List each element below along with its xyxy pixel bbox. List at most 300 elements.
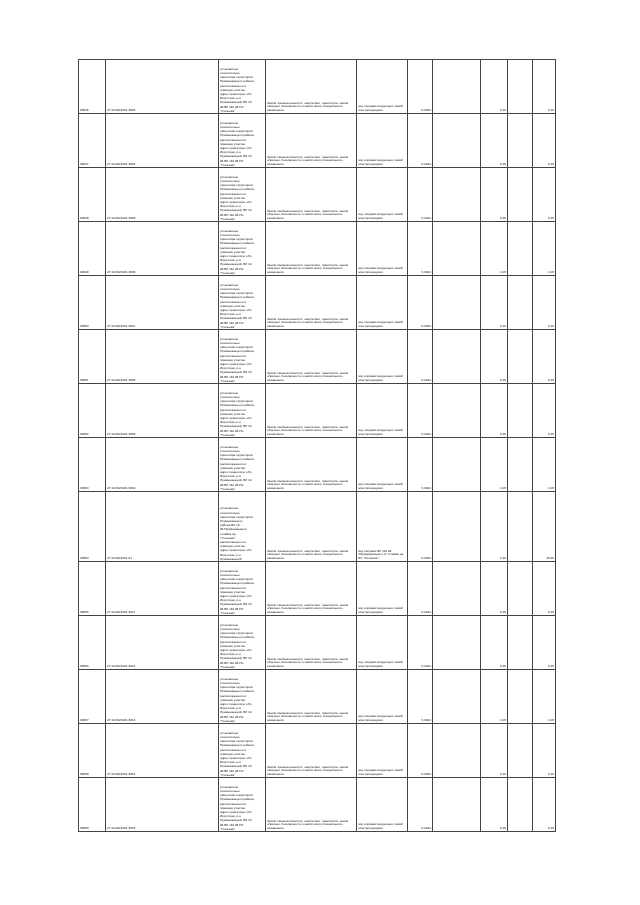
permitted-use-cell: под опорами воздушных линий электропередачи <box>357 670 408 724</box>
location-line: "Угольная" <box>220 324 236 329</box>
value-cell: 0,15 <box>481 616 508 670</box>
location-line: адрес ориентира: обл. <box>220 199 253 204</box>
cadastral-number-cell: 27:10:0021901:3812 <box>106 616 219 670</box>
value-cell: 2,15 <box>481 492 508 562</box>
location-line: относительно <box>220 448 240 453</box>
land-category-cell: Земли промышленности, энергетики, транспорта, земли обороны, безопасности и земли иного специального назначения <box>266 222 357 276</box>
area-cell: 0,0024 <box>408 60 433 114</box>
empty-cell <box>433 276 481 330</box>
location-line: "Угольная" <box>220 162 236 167</box>
empty-cell <box>433 384 481 438</box>
location-line: кВ ВЛ 110 кВ ПС <box>220 212 244 217</box>
location-line: адрес ориентира: обл. <box>220 145 253 150</box>
location-line: кВ ВЛ 110 кВ ПС <box>220 158 244 163</box>
location-line: Иркутская, р-н <box>220 312 241 317</box>
location-cell <box>219 670 266 724</box>
location-line: относительно <box>220 340 240 345</box>
permitted-use-cell: под опорами воздушных линий электропередачи <box>357 438 408 492</box>
location-line: Примыкающий, ВЛ 10 <box>220 424 252 429</box>
location-line: расположенного в <box>220 407 247 412</box>
cadastral-number-cell: 27:10:0021901:3804 <box>106 114 219 168</box>
location-line: Примыкающий, ВЛ 10 <box>220 154 252 159</box>
empty-cell <box>508 616 533 670</box>
total-value-cell: 46,05 <box>533 492 556 562</box>
location-line: "Угольная" <box>220 664 236 669</box>
plot-number-cell: 09658 <box>79 724 106 778</box>
cadastral-number-cell: 27:10:0021901:3806 <box>106 222 219 276</box>
empty-cell <box>508 562 533 616</box>
plot-number-cell: 09651 <box>79 330 106 384</box>
total-value-cell: 0,15 <box>533 60 556 114</box>
location-line: установлено <box>220 568 239 573</box>
location-line: Примыкающего района, <box>220 635 255 640</box>
land-category-cell: Земли промышленности, энергетики, транспорта, земли обороны, безопасности и земли иного специального назначения <box>266 114 357 168</box>
cadastral-number-cell: 27:10:0021901:3814 <box>106 724 219 778</box>
location-line: относительно <box>220 232 240 237</box>
permitted-use-cell: под опорами воздушных линий электропередачи <box>357 778 408 832</box>
permitted-use-cell: под опорами воздушных линий электропередачи <box>357 60 408 114</box>
total-value-cell: 0,15 <box>533 222 556 276</box>
location-cell <box>219 276 266 330</box>
location-line: "Угольная" <box>220 486 236 491</box>
location-line: установлено <box>220 784 239 789</box>
land-category-cell: Земли промышленности, энергетики, транспорта, земли обороны, безопасности и земли иного специального назначения <box>266 562 357 616</box>
land-category-cell: Земли промышленности, энергетики, транспорта, земли обороны, безопасности и земли иного специального назначения <box>266 616 357 670</box>
location-line: ориентира территория <box>220 514 253 519</box>
location-line: установлено <box>220 66 239 71</box>
location-line: адрес ориентира: обл. <box>220 809 253 814</box>
table-row <box>79 724 556 778</box>
location-line: границах участка <box>220 544 245 549</box>
location-line: относительно <box>220 572 240 577</box>
location-cell <box>219 616 266 670</box>
location-line: расположенного в <box>220 137 247 142</box>
table-row <box>79 222 556 276</box>
location-cell <box>219 384 266 438</box>
empty-cell <box>508 60 533 114</box>
empty-cell <box>508 276 533 330</box>
location-line: Иркутская, р-н <box>220 760 241 765</box>
cadastral-number-cell: 27:10:0021901:3805 <box>106 168 219 222</box>
land-category-cell: Земли промышленности, энергетики, транспорта, земли обороны, безопасности и земли иного специального назначения <box>266 778 357 832</box>
location-line: относительно <box>220 70 240 75</box>
location-line: адрес ориентира: обл. <box>220 647 253 652</box>
land-category-cell: Земли промышленности, энергетики, транспорта, земли обороны, безопасности и земли иного специального назначения <box>266 492 357 562</box>
empty-cell <box>433 616 481 670</box>
value-cell: 0,15 <box>481 276 508 330</box>
cadastral-number-cell: 27:10:0021901:3815 <box>106 778 219 832</box>
location-line: Примыкающий, ВЛ 10 <box>220 818 252 823</box>
location-cell <box>219 778 266 832</box>
location-line: относительно <box>220 286 240 291</box>
location-line: Примыкающий, ВЛ 10 <box>220 710 252 715</box>
location-line: расположенного в <box>220 353 247 358</box>
total-value-cell: 0,15 <box>533 724 556 778</box>
location-line: установлено <box>220 506 239 511</box>
table-row <box>79 168 556 222</box>
plot-number-cell: 09656 <box>79 616 106 670</box>
location-line: расположенного в <box>220 639 247 644</box>
cadastral-number-cell: 27:10:0021901:3813 <box>106 670 219 724</box>
land-category-cell: Земли промышленности, энергетики, транспорта, земли обороны, безопасности и земли иного специального назначения <box>266 168 357 222</box>
location-line: Примыкающего района, <box>220 689 255 694</box>
location-line: установлено <box>220 336 239 341</box>
location-cell <box>219 168 266 222</box>
location-line: расположенного в <box>220 299 247 304</box>
location-line: ориентира территория <box>220 739 253 744</box>
area-cell: 0,0024 <box>408 330 433 384</box>
location-line: границах участка <box>220 697 245 702</box>
value-cell: 0,15 <box>481 724 508 778</box>
land-category-cell: Земли промышленности, энергетики, транспорта, земли обороны, безопасности и земли иного специального назначения <box>266 438 357 492</box>
location-line: Примыкающего района, <box>220 743 255 748</box>
location-line: "Угольная" <box>220 718 236 723</box>
location-line: ориентира территория <box>220 453 253 458</box>
location-line: кВ ВЛ 110 кВ ПС <box>220 374 244 379</box>
location-line: Примыкающего района, <box>220 295 255 300</box>
location-line: расположенного в <box>220 461 247 466</box>
permitted-use-cell: под опорами воздушных линий электропередачи <box>357 276 408 330</box>
value-cell: 0,15 <box>481 330 508 384</box>
location-line: Иркутская, р-н <box>220 552 241 557</box>
location-line: относительно <box>220 680 240 685</box>
empty-cell <box>508 778 533 832</box>
total-value-cell: 0,15 <box>533 330 556 384</box>
location-line: границах участка <box>220 195 245 200</box>
location-line: ориентира территория <box>220 75 253 80</box>
value-cell: 0,15 <box>481 778 508 832</box>
location-line: границах участка <box>220 249 245 254</box>
location-line: Иркутская, р-н <box>220 814 241 819</box>
location-line: "Угольная" <box>220 270 236 275</box>
table-row <box>79 670 556 724</box>
empty-cell <box>433 724 481 778</box>
permitted-use-cell: под опорами воздушных линий электропередачи <box>357 562 408 616</box>
location-line: адрес ориентира: обл. <box>220 548 253 553</box>
total-value-cell: 0,15 <box>533 616 556 670</box>
location-line: расположенного в <box>220 83 247 88</box>
land-category-cell: Земли промышленности, энергетики, транспорта, земли обороны, безопасности и земли иного специального назначения <box>266 670 357 724</box>
location-line: установлено <box>220 228 239 233</box>
location-line: относительно <box>220 734 240 739</box>
location-line: Примыкающего района, <box>220 403 255 408</box>
location-line: Иркутская, р-н <box>220 258 241 263</box>
location-line: установлено <box>220 444 239 449</box>
location-line: расположенного в <box>220 747 247 752</box>
location-line: ориентира территория <box>220 793 253 798</box>
location-line: границах участка <box>220 805 245 810</box>
location-line: адрес ориентира: обл. <box>220 307 253 312</box>
location-line: относительно <box>220 626 240 631</box>
location-line: расположенного в <box>220 245 247 250</box>
total-value-cell: 0,15 <box>533 562 556 616</box>
location-line: Примыкающего района, <box>220 241 255 246</box>
location-line: "Угольная" <box>220 535 236 540</box>
plot-number-cell: 09648 <box>79 168 106 222</box>
location-line: границах участка <box>220 589 245 594</box>
location-cell <box>219 60 266 114</box>
location-line: расположенного в <box>220 585 247 590</box>
total-value-cell: 0,15 <box>533 384 556 438</box>
total-value-cell: 0,15 <box>533 114 556 168</box>
empty-cell <box>508 492 533 562</box>
location-line: Примыкающий, ВЛ 10 <box>220 316 252 321</box>
location-line: границах участка <box>220 141 245 146</box>
cadastral-number-cell: 27:10:0021901:3809 <box>106 384 219 438</box>
location-line: расположенного в <box>220 539 247 544</box>
land-category-cell: Земли промышленности, энергетики, транспорта, земли обороны, безопасности и земли иного специального назначения <box>266 276 357 330</box>
location-line: ориентира территория <box>220 237 253 242</box>
location-cell <box>219 114 266 168</box>
value-cell: 0,15 <box>481 562 508 616</box>
location-line: Примыкающего района, <box>220 187 255 192</box>
location-line: Примыкающего района, <box>220 581 255 586</box>
location-line: установлено <box>220 676 239 681</box>
location-line: границах участка <box>220 87 245 92</box>
location-line: установлено <box>220 120 239 125</box>
location-line: относительно <box>220 124 240 129</box>
area-cell: 0,0024 <box>408 168 433 222</box>
total-value-cell: 0,15 <box>533 670 556 724</box>
location-line: адрес ориентира: обл. <box>220 593 253 598</box>
location-line: границах участка <box>220 643 245 648</box>
location-line: кВ ВЛ 110 кВ ПС <box>220 482 244 487</box>
table-row <box>79 276 556 330</box>
location-line: Иркутская, р-н <box>220 150 241 155</box>
area-cell: 0,0024 <box>408 616 433 670</box>
location-line: относительно <box>220 788 240 793</box>
location-line: Примыкающий, ВЛ 10 <box>220 262 252 267</box>
location-line: ориентира территория <box>220 129 253 134</box>
value-cell: 0,15 <box>481 222 508 276</box>
plot-number-cell: 09649 <box>79 222 106 276</box>
table-row <box>79 384 556 438</box>
location-line: адрес ориентира: обл. <box>220 253 253 258</box>
location-line: кВ ВЛ 110 кВ ПС <box>220 320 244 325</box>
location-line: установлено <box>220 622 239 627</box>
location-cell <box>219 562 266 616</box>
location-line: адрес ориентира: обл. <box>220 361 253 366</box>
location-line: Иркутская, р-н <box>220 204 241 209</box>
permitted-use-cell: под опорами воздушных линий электропередачи <box>357 724 408 778</box>
location-line: относительно <box>220 394 240 399</box>
empty-cell <box>508 114 533 168</box>
permitted-use-cell: под опорами воздушных линий электропередачи <box>357 114 408 168</box>
empty-cell <box>433 670 481 724</box>
cadastral-number-cell: 27:10:0021901:91 <box>106 492 219 562</box>
location-line: "Угольная" <box>220 772 236 777</box>
location-line: кВ ВЛ 110 кВ ПС <box>220 822 244 827</box>
table-row <box>79 114 556 168</box>
total-value-cell: 0,15 <box>533 168 556 222</box>
area-cell: 0,0024 <box>408 222 433 276</box>
location-line: установлено <box>220 282 239 287</box>
location-line: границах участка <box>220 411 245 416</box>
value-cell: 0,15 <box>481 114 508 168</box>
location-cell <box>219 222 266 276</box>
land-category-cell: Земли промышленности, энергетики, транспорта, земли обороны, безопасности и земли иного специального назначения <box>266 60 357 114</box>
cadastral-number-cell: 27:10:0021901:3807 <box>106 276 219 330</box>
location-line: расположенного в <box>220 191 247 196</box>
location-line: Примыкающий, ВЛ 10 <box>220 478 252 483</box>
location-line: относительно <box>220 178 240 183</box>
area-cell: 0,0024 <box>408 562 433 616</box>
empty-cell <box>433 168 481 222</box>
empty-cell <box>433 438 481 492</box>
location-line: кВ ВЛ 110 кВ ПС <box>220 428 244 433</box>
location-line: Примыкающий, ВЛ 10 <box>220 100 252 105</box>
empty-cell <box>508 670 533 724</box>
value-cell: 0,15 <box>481 670 508 724</box>
location-line: кВ ВЛ 110 кВ ПС <box>220 768 244 773</box>
value-cell: 0,15 <box>481 438 508 492</box>
location-line: района ВЛ 10 <box>220 523 240 528</box>
total-value-cell: 0,15 <box>533 778 556 832</box>
location-line: Примыкающий, ВЛ 10 <box>220 764 252 769</box>
location-line: кВ ВЛ 110 кВ ПС <box>220 660 244 665</box>
location-line: границах участка <box>220 751 245 756</box>
location-cell <box>219 492 266 562</box>
location-line: Иркутская, р-н <box>220 420 241 425</box>
location-line: адрес ориентира: обл. <box>220 415 253 420</box>
area-cell: 0,0024 <box>408 724 433 778</box>
table-body <box>79 60 556 832</box>
location-line: Примыкающего <box>220 518 243 523</box>
value-cell: 0,15 <box>481 168 508 222</box>
location-line: Примыкающего района, <box>220 797 255 802</box>
location-line: Примыкающего района, <box>220 133 255 138</box>
table-row <box>79 438 556 492</box>
permitted-use-cell: под опорами воздушных линий электропередачи <box>357 222 408 276</box>
empty-cell <box>433 222 481 276</box>
table-row <box>79 492 556 562</box>
table-row <box>79 778 556 832</box>
location-line: кВ Примыкающего <box>220 527 247 532</box>
location-line: ориентира территория <box>220 685 253 690</box>
plot-number-cell: 09659 <box>79 778 106 832</box>
area-cell: 0,0024 <box>408 114 433 168</box>
location-line: "Угольная" <box>220 216 236 221</box>
location-line: установлено <box>220 390 239 395</box>
empty-cell <box>508 438 533 492</box>
permitted-use-cell: под опорами воздушных линий электропередачи <box>357 168 408 222</box>
location-line: установлено <box>220 730 239 735</box>
value-cell: 0,15 <box>481 60 508 114</box>
location-line: Примыкающий, ВЛ 10 <box>220 656 252 661</box>
location-line: "Угольная" <box>220 378 236 383</box>
location-line: "Угольная" <box>220 108 236 113</box>
location-line: установлено <box>220 174 239 179</box>
location-line: Иркутская, р-н <box>220 598 241 603</box>
location-line: "Угольная" <box>220 826 236 831</box>
area-cell: 0,0024 <box>408 778 433 832</box>
table-row <box>79 330 556 384</box>
location-line: отпайка на <box>220 531 236 536</box>
area-cell: 0,0024 <box>408 670 433 724</box>
empty-cell <box>508 222 533 276</box>
location-line: относительно <box>220 510 240 515</box>
cadastral-number-cell: 27:10:0021901:3803 <box>106 60 219 114</box>
location-line: Примыкающий <box>220 556 242 561</box>
empty-cell <box>433 562 481 616</box>
location-line: Примыкающий, ВЛ 10 <box>220 370 252 375</box>
land-category-cell: Земли промышленности, энергетики, транспорта, земли обороны, безопасности и земли иного специального назначения <box>266 330 357 384</box>
permitted-use-cell: под опорами воздушных линий электропередачи <box>357 384 408 438</box>
location-line: адрес ориентира: обл. <box>220 469 253 474</box>
location-line: кВ ВЛ 110 кВ ПС <box>220 266 244 271</box>
empty-cell <box>433 492 481 562</box>
location-line: Иркутская, р-н <box>220 652 241 657</box>
plot-number-cell: 09646 <box>79 60 106 114</box>
permitted-use-cell: под опорами воздушных линий электропередачи <box>357 330 408 384</box>
plot-number-cell: 09653 <box>79 438 106 492</box>
location-line: кВ ВЛ 110 кВ ПС <box>220 104 244 109</box>
area-cell: 0,0024 <box>408 384 433 438</box>
empty-cell <box>508 168 533 222</box>
empty-cell <box>433 778 481 832</box>
land-category-cell: Земли промышленности, энергетики, транспорта, земли обороны, безопасности и земли иного специального назначения <box>266 384 357 438</box>
permitted-use-cell: под опорами ВЛ 110 кВ "Примыкающая 1,2" отпайка на ПС "Угольная" <box>357 492 408 562</box>
location-cell <box>219 438 266 492</box>
location-line: ориентира территория <box>220 577 253 582</box>
area-cell: 0,0024 <box>408 492 433 562</box>
empty-cell <box>433 114 481 168</box>
location-line: кВ ВЛ 110 кВ ПС <box>220 606 244 611</box>
empty-cell <box>433 330 481 384</box>
plot-number-cell: 09647 <box>79 114 106 168</box>
cadastral-number-cell: 27:10:0021901:3810 <box>106 438 219 492</box>
location-line: Иркутская, р-н <box>220 366 241 371</box>
location-line: Иркутская, р-н <box>220 706 241 711</box>
location-line: Примыкающий, ВЛ 10 <box>220 602 252 607</box>
table-row <box>79 60 556 114</box>
location-line: Примыкающий, ВЛ 10 <box>220 208 252 213</box>
location-line: границах участка <box>220 303 245 308</box>
empty-cell <box>508 724 533 778</box>
plot-number-cell: 09657 <box>79 670 106 724</box>
empty-cell <box>508 330 533 384</box>
location-line: Примыкающего района, <box>220 349 255 354</box>
area-cell: 0,0024 <box>408 438 433 492</box>
value-cell: 0,15 <box>481 384 508 438</box>
total-value-cell: 0,15 <box>533 438 556 492</box>
location-line: ориентира территория <box>220 183 253 188</box>
location-line: границах участка <box>220 357 245 362</box>
empty-cell <box>433 60 481 114</box>
empty-cell <box>508 384 533 438</box>
location-line: ориентира территория <box>220 399 253 404</box>
location-line: адрес ориентира: обл. <box>220 91 253 96</box>
location-line: Примыкающего района, <box>220 79 255 84</box>
location-cell <box>219 724 266 778</box>
cadastral-number-cell: 27:10:0021901:3811 <box>106 562 219 616</box>
location-line: "Угольная" <box>220 610 236 615</box>
location-line: ориентира территория <box>220 291 253 296</box>
location-line: Примыкающего района, <box>220 457 255 462</box>
location-line: адрес ориентира: обл. <box>220 701 253 706</box>
plot-number-cell: 09652 <box>79 384 106 438</box>
table-row <box>79 616 556 670</box>
area-cell: 0,0024 <box>408 276 433 330</box>
location-line: адрес ориентира: обл. <box>220 755 253 760</box>
location-line: кВ ВЛ 110 кВ ПС <box>220 714 244 719</box>
cadastral-number-cell: 27:10:0021901:3808 <box>106 330 219 384</box>
plot-number-cell: 09650 <box>79 276 106 330</box>
plot-number-cell: 09655 <box>79 562 106 616</box>
total-value-cell: 0,15 <box>533 276 556 330</box>
location-line: Иркутская, р-н <box>220 96 241 101</box>
plot-number-cell: 09654 <box>79 492 106 562</box>
